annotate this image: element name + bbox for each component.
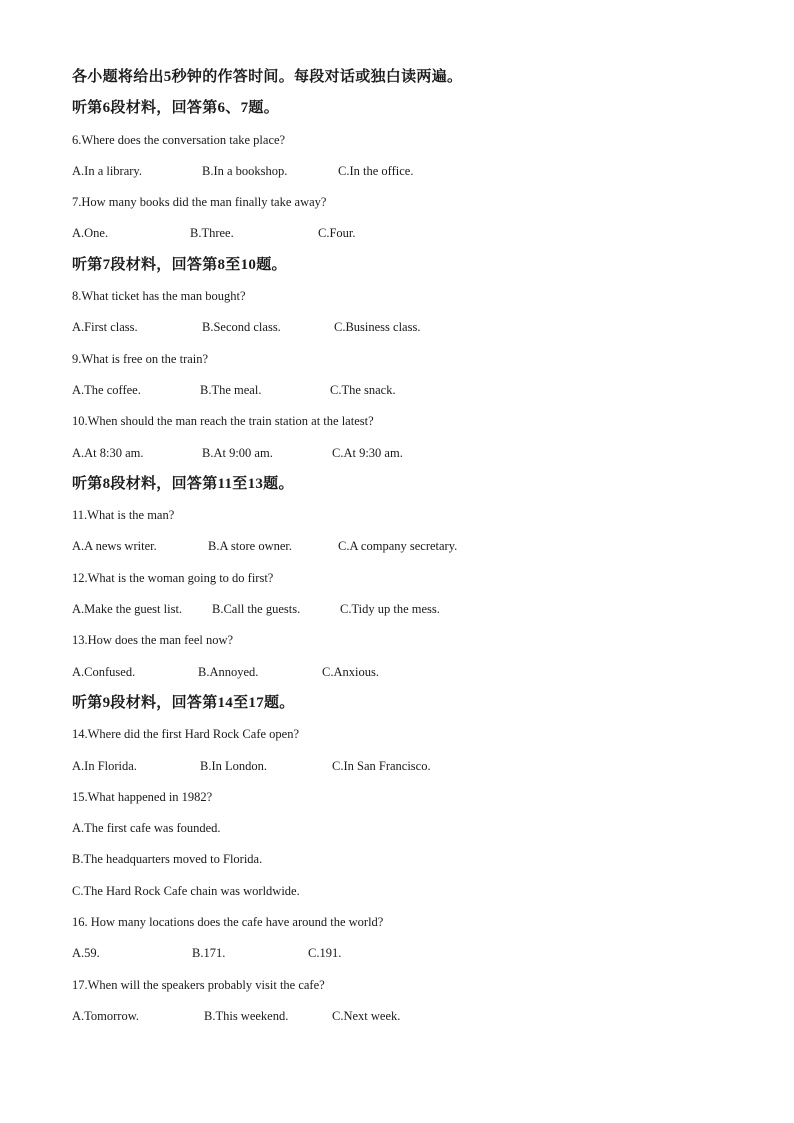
question-9: 9.What is free on the train? [72, 351, 209, 366]
option-a[interactable]: A.Make the guest list. [72, 602, 183, 617]
question-7: 7.How many books did the man finally take away? [72, 195, 327, 210]
option-b[interactable]: B.The headquarters moved to Florida. [72, 852, 263, 867]
option-c[interactable]: C.191. [308, 946, 342, 961]
question-16: 16. How many locations does the cafe have around the world? [72, 915, 384, 930]
option-c[interactable]: C.Anxious. [322, 664, 379, 679]
section-heading: 听第8段材料，回答第11至13题。 [72, 475, 294, 492]
option-b[interactable]: B.Second class. [202, 320, 281, 335]
section-heading: 听第6段材料，回答第6、7题。 [72, 100, 280, 117]
options-row-9 [72, 375, 752, 406]
question-11: 11.What is the man? [72, 508, 175, 523]
option-a[interactable]: A.In a library. [72, 163, 142, 178]
option-b[interactable]: B.At 9:00 am. [202, 445, 273, 460]
options-row-12 [72, 594, 752, 625]
options-row-10 [72, 438, 752, 469]
question-17: 17.When will the speakers probably visit the cafe? [72, 977, 325, 992]
option-a[interactable]: A.59. [72, 946, 100, 961]
options-row-11 [72, 531, 752, 562]
option-b[interactable]: B.171. [192, 946, 226, 961]
option-a[interactable]: A.One. [72, 226, 109, 241]
section-heading: 听第9段材料，回答第14至17题。 [72, 694, 295, 711]
option-a[interactable]: A.First class. [72, 320, 138, 335]
option-a[interactable]: A.The coffee. [72, 382, 141, 397]
options-row-13 [72, 657, 752, 688]
option-c[interactable]: C.Four. [318, 226, 356, 241]
option-c[interactable]: C.In the office. [338, 163, 414, 178]
option-a[interactable]: A.In Florida. [72, 758, 137, 773]
options-row-16 [72, 938, 752, 969]
option-a[interactable]: A.The first cafe was founded. [72, 821, 221, 836]
question-15: 15.What happened in 1982? [72, 789, 213, 804]
option-a[interactable]: A.Confused. [72, 664, 136, 679]
options-row-7 [72, 218, 752, 249]
option-b[interactable]: B.Three. [190, 226, 234, 241]
option-c[interactable]: C.Next week. [332, 1008, 401, 1023]
option-c[interactable]: C.Tidy up the mess. [340, 602, 440, 617]
instructions-text: 各小题将给出5秒钟的作答时间。每段对话或独白读两遍。 [72, 69, 463, 85]
section-heading: 听第7段材料，回答第8至10题。 [72, 256, 287, 273]
question-14: 14.Where did the first Hard Rock Cafe open? [72, 727, 300, 742]
options-row-14 [72, 751, 752, 782]
question-13: 13.How does the man feel now? [72, 633, 234, 648]
option-b[interactable]: B.In a bookshop. [202, 163, 288, 178]
question-6: 6.Where does the conversation take place? [72, 132, 286, 147]
options-row-8 [72, 312, 752, 343]
options-row-6 [72, 156, 752, 187]
option-c[interactable]: C.The Hard Rock Cafe chain was worldwide. [72, 883, 300, 898]
option-b[interactable]: B.This weekend. [204, 1008, 289, 1023]
option-c[interactable]: C.A company secretary. [338, 539, 458, 554]
option-b[interactable]: B.The meal. [200, 382, 262, 397]
option-c[interactable]: C.Business class. [334, 320, 421, 335]
option-c[interactable]: C.At 9:30 am. [332, 445, 403, 460]
question-8: 8.What ticket has the man bought? [72, 289, 246, 304]
option-c[interactable]: C.In San Francisco. [332, 758, 431, 773]
option-b[interactable]: B.Call the guests. [212, 602, 301, 617]
question-10: 10.When should the man reach the train station at the latest? [72, 414, 374, 429]
option-a[interactable]: A.Tomorrow. [72, 1008, 140, 1023]
option-a[interactable]: A.A news writer. [72, 539, 157, 554]
exam-page [72, 62, 752, 1032]
option-b[interactable]: B.A store owner. [208, 539, 293, 554]
question-12: 12.What is the woman going to do first? [72, 570, 274, 585]
option-a[interactable]: A.At 8:30 am. [72, 445, 144, 460]
option-b[interactable]: B.In London. [200, 758, 268, 773]
option-c[interactable]: C.The snack. [330, 382, 396, 397]
options-row-17 [72, 1001, 752, 1032]
option-b[interactable]: B.Annoyed. [198, 664, 259, 679]
